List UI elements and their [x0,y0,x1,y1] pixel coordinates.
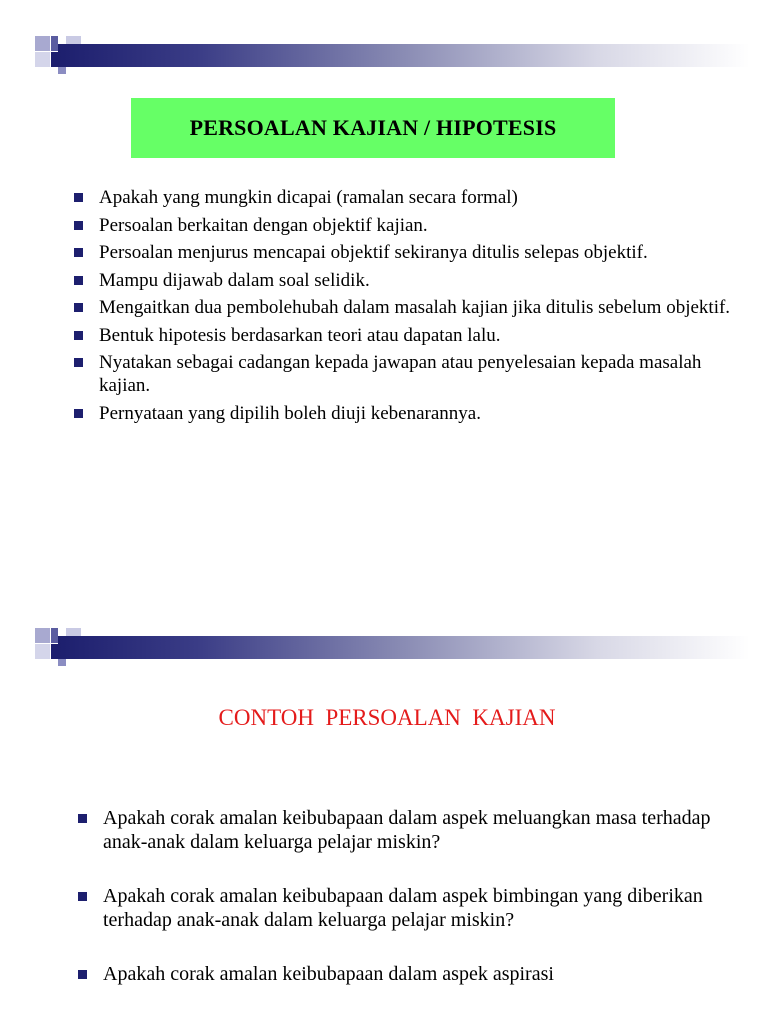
list-item: Pernyataan yang dipilih boleh diuji kebenarannya. [74,402,734,425]
list-item: Apakah corak amalan keibubapaan dalam aspek bimbingan yang diberikan terhadap anak-anak dalam keluarga pelajar miskin? [78,884,718,932]
list-item: Bentuk hipotesis berdasarkan teori atau dapatan lalu. [74,324,734,347]
list-item: Apakah corak amalan keibubapaan dalam aspek meluangkan masa terhadap anak-anak dalam keluarga pelajar miskin? [78,806,718,854]
header-decoration [0,600,768,680]
bullet-square-icon [74,303,83,312]
slide-title: PERSOALAN KAJIAN / HIPOTESIS [131,98,615,158]
bullet-square-icon [74,409,83,418]
bullet-square-icon [74,276,83,285]
bullet-square-icon [74,331,83,340]
list-item: Apakah yang mungkin dicapai (ramalan secara formal) [74,186,734,209]
header-bar [58,636,750,659]
bullet-square-icon [78,814,87,823]
header-decoration [0,0,768,80]
bullet-square-icon [74,358,83,367]
list-item: Persoalan menjurus mencapai objektif sekiranya ditulis selepas objektif. [74,241,734,264]
bullet-square-icon [78,892,87,901]
slide-title: CONTOH PERSOALAN KAJIAN [218,705,556,730]
list-item: Nyatakan sebagai cadangan kepada jawapan atau penyelesaian kepada masalah kajian. [74,351,734,397]
bullet-list [78,806,718,1016]
bullet-square-icon [74,193,83,202]
bullet-list [74,186,734,429]
slide-2 [0,600,768,1024]
header-bar [58,44,750,67]
list-item: Mampu dijawab dalam soal selidik. [74,269,734,292]
list-item: Apakah corak amalan keibubapaan dalam aspek aspirasi [78,962,718,986]
list-item: Persoalan berkaitan dengan objektif kajian. [74,214,734,237]
bullet-square-icon [74,248,83,257]
bullet-square-icon [74,221,83,230]
list-item: Mengaitkan dua pembolehubah dalam masalah kajian jika ditulis sebelum objektif. [74,296,734,319]
bullet-square-icon [78,970,87,979]
